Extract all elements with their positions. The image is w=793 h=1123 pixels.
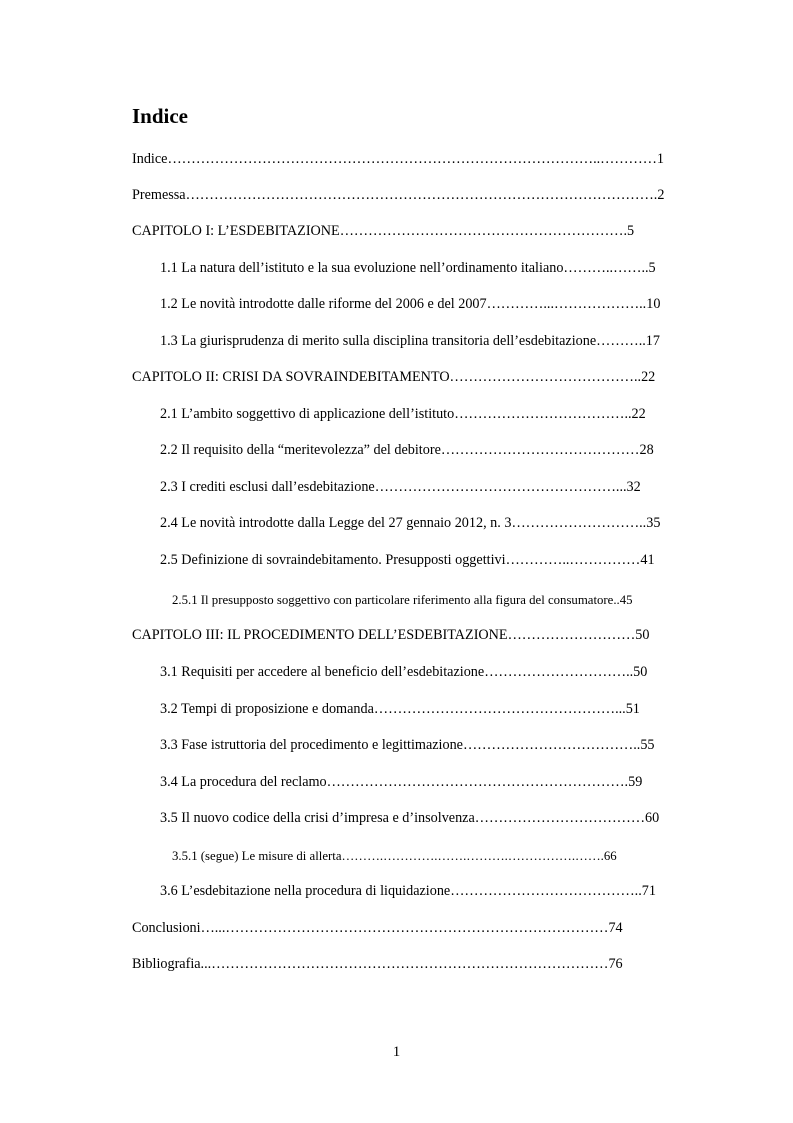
- toc-entry-text: 2.3 I crediti esclusi dall’esdebitazione……………………………………………...32: [160, 478, 641, 495]
- toc-entry-2-5[interactable]: [160, 542, 718, 578]
- toc-entry-text: 2.2 Il requisito della “meritevolezza” del debitore……………………………………28: [160, 441, 654, 458]
- toc-entry-1-2[interactable]: [160, 286, 718, 322]
- toc-entry-2-2[interactable]: [160, 432, 718, 468]
- toc-entry-3-5-1[interactable]: [172, 838, 718, 874]
- toc-entry-3-1[interactable]: [160, 654, 718, 690]
- toc-entry-text: 3.4 La procedura del reclamo……………………………………………………….59: [160, 773, 643, 790]
- toc-entry-3-4[interactable]: [160, 764, 718, 800]
- toc-entry-capitolo-2[interactable]: [132, 359, 718, 395]
- toc-entry-capitolo-3[interactable]: [132, 617, 718, 653]
- toc-entry-3-5[interactable]: [160, 800, 718, 836]
- toc-entry-2-1[interactable]: [160, 396, 718, 432]
- toc-entry-3-3[interactable]: [160, 727, 718, 763]
- toc-entry-conclusioni[interactable]: [132, 910, 718, 946]
- toc-entry-2-5-1[interactable]: [172, 582, 718, 618]
- toc-entry-text: 2.4 Le novità introdotte dalla Legge del 27 gennaio 2012, n. 3………………………..35: [160, 514, 661, 531]
- toc-entry-text: 3.3 Fase istruttoria del procedimento e legittimazione………………………………..55: [160, 736, 655, 753]
- toc-entry-3-2[interactable]: [160, 691, 718, 727]
- toc-entry-text: 1.3 La giurisprudenza di merito sulla disciplina transitoria dell’esdebitazione………..17: [160, 332, 660, 349]
- toc-entry-3-6[interactable]: [160, 873, 718, 909]
- toc-entry-indice[interactable]: [132, 141, 718, 177]
- toc-entry-text: Indice………………………………………………………………………………..…………1: [132, 150, 665, 167]
- page-title: Indice: [132, 104, 189, 128]
- page-number: 1: [392, 1044, 401, 1060]
- toc-entry-1-3[interactable]: [160, 323, 718, 359]
- toc-entry-text: 1.2 Le novità introdotte dalle riforme del 2006 e del 2007…………...………………..10: [160, 295, 661, 312]
- toc-entry-text: Premessa……………………………………………………………………………………….2: [132, 186, 665, 203]
- toc-entry-text: 3.1 Requisiti per accedere al beneficio dell’esdebitazione…………………………..50: [160, 663, 648, 680]
- toc-entry-bibliografia[interactable]: [132, 946, 718, 982]
- toc-entry-premessa[interactable]: [132, 177, 718, 213]
- toc-entry-1-1[interactable]: [160, 250, 718, 286]
- toc-entry-text: 3.5.1 (segue) Le misure di allerta……….………….…….……….…………….…….66: [172, 848, 617, 863]
- toc-entry-text: 2.5.1 Il presupposto soggettivo con particolare riferimento alla figura del consumatore..45: [172, 592, 633, 607]
- toc-entry-text: 1.1 La natura dell’istituto e la sua evoluzione nell’ordinamento italiano………..……..5: [160, 259, 656, 276]
- toc-entry-text: 2.1 L’ambito soggettivo di applicazione dell’istituto………………………………..22: [160, 405, 646, 422]
- toc-entry-capitolo-1[interactable]: [132, 213, 718, 249]
- toc-entry-text: CAPITOLO II: CRISI DA SOVRAINDEBITAMENTO…………………………………..22: [132, 368, 656, 385]
- toc-entry-text: Conclusioni…...………………………………………………………………………74: [132, 919, 623, 936]
- toc-entry-text: CAPITOLO I: L’ESDEBITAZIONE…………………………………………………….5: [132, 222, 635, 239]
- toc-entry-text: 3.6 L’esdebitazione nella procedura di liquidazione…………………………………..71: [160, 882, 656, 899]
- toc-entry-text: Bibliografia...…………………………………………………………………………76: [132, 955, 623, 972]
- toc-entry-text: 2.5 Definizione di sovraindebitamento. Presupposti oggettivi…………..……………41: [160, 551, 655, 568]
- toc-entry-2-4[interactable]: [160, 505, 718, 541]
- toc-entry-text: 3.2 Tempi di proposizione e domanda……………………………………………...51: [160, 700, 640, 717]
- toc-entry-text: 3.5 Il nuovo codice della crisi d’impresa e d’insolvenza………………………………60: [160, 809, 660, 826]
- toc-entry-text: CAPITOLO III: IL PROCEDIMENTO DELL’ESDEBITAZIONE………………………50: [132, 626, 650, 643]
- toc-entry-2-3[interactable]: [160, 469, 718, 505]
